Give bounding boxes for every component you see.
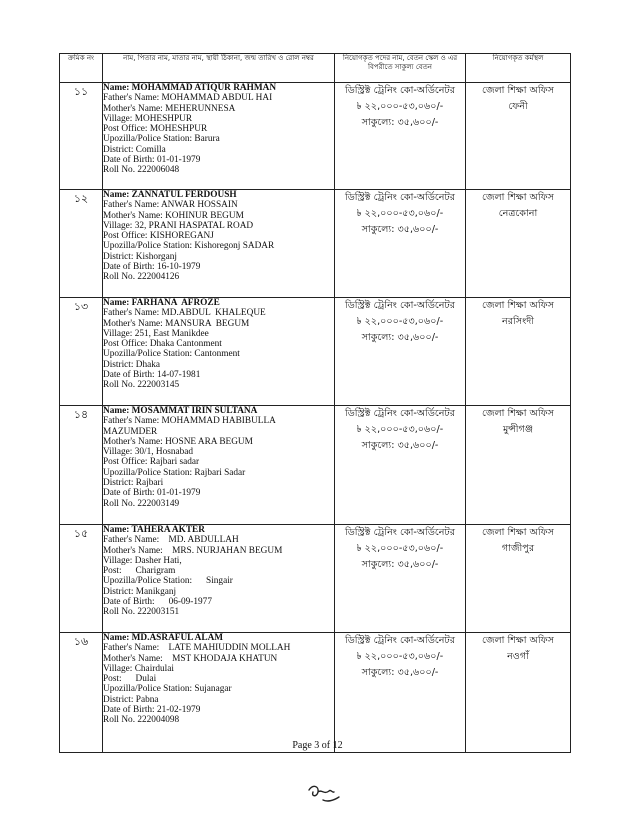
salary-scale: ৳ ২২,০০০-৫৩,০৬০/-	[356, 543, 444, 554]
detail-line: District: Manikganj	[103, 586, 177, 597]
office-name: জেলা শিক্ষা অফিস	[482, 192, 554, 203]
posting-office	[466, 298, 571, 406]
post-and-salary	[335, 83, 466, 190]
appointment-table	[59, 53, 571, 753]
salary-scale: ৳ ২২,০০০-৫৩,০৬০/-	[356, 208, 444, 219]
office-district: নেত্রকোনা	[498, 208, 538, 219]
table-row	[60, 406, 571, 525]
detail-line: MAZUMDER	[103, 426, 158, 437]
office-district: নওগাঁ	[507, 651, 529, 662]
candidate-name: Name: MD.ASRAFUL ALAM	[103, 633, 224, 643]
candidate-name: Name: MOHAMMAD ATIQUR RAHMAN	[103, 83, 277, 93]
serial-number: ১৪	[60, 406, 103, 525]
total-salary: সাকুল্যে: ৩৫,৬০০/-	[361, 667, 439, 678]
post-and-salary	[335, 525, 466, 633]
total-salary: সাকুল্যে: ৩৫,৬০০/-	[361, 332, 439, 343]
detail-line: District: Dhaka	[103, 359, 161, 370]
detail-line: Village: 32, PRANI HASPATAL ROAD	[103, 220, 254, 231]
detail-line: Village: Chairdulai	[103, 663, 174, 674]
detail-line: Father's Name: ANWAR HOSSAIN	[103, 200, 238, 211]
detail-line: Father's Name: MOHAMMAD ABDUL HAI	[103, 93, 273, 104]
post-and-salary	[335, 633, 466, 753]
candidate-details	[103, 406, 335, 525]
office-name: জেলা শিক্ষা অফিস	[482, 85, 554, 96]
table-row	[60, 298, 571, 406]
detail-line: Father's Name: MD.ABDUL KHALEQUE	[103, 308, 266, 319]
header-post: নিয়োগকৃত পদের নাম, বেতন স্কেল ও এর বিপরীতে সাকুল্য বেতন	[335, 54, 466, 83]
post-title: ডিস্ট্রিক্ট ট্রেনিং কো-অর্ডিনেটর	[344, 85, 456, 96]
total-salary: সাকুল্যে: ৩৫,৬০০/-	[361, 440, 439, 451]
detail-line: Father's Name: LATE MAHIUDDIN MOLLAH	[103, 643, 291, 654]
detail-line: District: Pabna	[103, 694, 159, 705]
office-district: মুন্সীগঞ্জ	[502, 424, 534, 435]
header-serial: ক্রমিক নং	[60, 54, 103, 83]
posting-office	[466, 633, 571, 753]
detail-line: Roll No. 222006048	[103, 165, 180, 176]
office-district: ফেনী	[508, 101, 528, 112]
office-name: জেলা শিক্ষা অফিস	[482, 408, 554, 419]
detail-line: Upozilla/Police Station: Sujanagar	[103, 684, 232, 695]
posting-office	[466, 83, 571, 190]
detail-line: Upozilla/Police Station: Barura	[103, 134, 220, 145]
detail-line: Upozilla/Police Station: Kishoregonj SADAR	[103, 241, 275, 252]
detail-line: Mother's Name: MST KHODAJA KHATUN	[103, 653, 278, 664]
detail-line: Date of Birth: 14-07-1981	[103, 370, 201, 381]
serial-number: ১৫	[60, 525, 103, 633]
detail-line: Village: 30/1, Hosnabad	[103, 447, 194, 458]
candidate-name: Name: MOSAMMAT IRIN SULTANA	[103, 406, 258, 416]
detail-line: Roll No. 222004098	[103, 715, 180, 726]
detail-line: Village: 251, East Manikdee	[103, 328, 209, 339]
detail-line: Mother's Name: MANSURA BEGUM	[103, 318, 250, 329]
office-name: জেলা শিক্ষা অফিস	[482, 300, 554, 311]
detail-line: Father's Name: MD. ABDULLAH	[103, 535, 239, 546]
header-details: নাম, পিতার নাম, মাতার নাম, স্থায়ী ঠিকানা, জন্ম তারিখ ও রোল নম্বর	[103, 54, 335, 83]
total-salary: সাকুল্যে: ৩৫,৬০০/-	[361, 224, 439, 235]
table-row	[60, 525, 571, 633]
table-row	[60, 190, 571, 298]
detail-line: District: Rajbari	[103, 478, 164, 489]
office-name: জেলা শিক্ষা অফিস	[482, 635, 554, 646]
detail-line: Mother's Name: MRS. NURJAHAN BEGUM	[103, 545, 283, 556]
detail-line: Mother's Name: KOHINUR BEGUM	[103, 210, 244, 221]
office-district: নরসিংদী	[501, 316, 534, 327]
candidate-details	[103, 525, 335, 633]
detail-line: Post Office: Rajbari sadar	[103, 457, 200, 468]
posting-office	[466, 406, 571, 525]
serial-number: ১৬	[60, 633, 103, 753]
page-number: Page 3 of 12	[292, 740, 343, 751]
detail-line: Post: Charigram	[103, 566, 176, 577]
serial-number: ১২	[60, 190, 103, 298]
detail-line: Roll No. 222003149	[103, 498, 180, 509]
candidate-details	[103, 83, 335, 190]
table-row	[60, 633, 571, 753]
salary-scale: ৳ ২২,০০০-৫৩,০৬০/-	[356, 316, 444, 327]
posting-office	[466, 190, 571, 298]
detail-line: Date of Birth: 01-01-1979	[103, 155, 201, 166]
post-and-salary	[335, 298, 466, 406]
candidate-name: Name: FARHANA AFROZE	[103, 298, 220, 308]
detail-line: Mother's Name: HOSNE ARA BEGUM	[103, 436, 253, 447]
office-district: গাজীপুর	[501, 543, 535, 554]
detail-line: Date of Birth: 06-09-1977	[103, 597, 212, 608]
detail-line: Mother's Name: MEHERUNNESA	[103, 103, 236, 114]
office-name: জেলা শিক্ষা অফিস	[482, 527, 554, 538]
candidate-details	[103, 190, 335, 298]
total-salary: সাকুল্যে: ৩৫,৬০০/-	[361, 559, 439, 570]
serial-number: ১৩	[60, 298, 103, 406]
detail-line: District: Comilla	[103, 144, 166, 155]
detail-line: Date of Birth: 21-02-1979	[103, 705, 201, 716]
detail-line: Upozilla/Police Station: Cantonment	[103, 349, 240, 360]
detail-line: Roll No. 222004126	[103, 272, 180, 283]
detail-line: Date of Birth: 01-01-1979	[103, 488, 201, 499]
detail-line: Father's Name: MOHAMMAD HABIBULLA	[103, 416, 276, 427]
candidate-details	[103, 633, 335, 753]
detail-line: Village: Dasher Hati,	[103, 555, 182, 566]
detail-line: Upozilla/Police Station: Singair	[103, 576, 233, 587]
posting-office	[466, 525, 571, 633]
post-title: ডিস্ট্রিক্ট ট্রেনিং কো-অর্ডিনেটর	[344, 408, 456, 419]
post-title: ডিস্ট্রিক্ট ট্রেনিং কো-অর্ডিনেটর	[344, 635, 456, 646]
detail-line: Village: MOHESHPUR	[103, 113, 193, 124]
post-title: ডিস্ট্রিক্ট ট্রেনিং কো-অর্ডিনেটর	[344, 300, 456, 311]
table-body	[60, 83, 571, 753]
post-and-salary	[335, 406, 466, 525]
detail-line: Post Office: KISHOREGANJ	[103, 231, 214, 242]
candidate-name: Name: ZANNATUL FERDOUSH	[103, 190, 237, 200]
detail-line: Roll No. 222003145	[103, 380, 180, 391]
candidate-name: Name: TAHERA AKTER	[103, 525, 205, 535]
detail-line: Date of Birth: 16-10-1979	[103, 262, 201, 273]
table-row	[60, 83, 571, 190]
serial-number: ১১	[60, 83, 103, 190]
detail-line: Post Office: MOHESHPUR	[103, 124, 208, 135]
detail-line: Post: Dulai	[103, 674, 157, 685]
salary-scale: ৳ ২২,০০০-৫৩,০৬০/-	[356, 651, 444, 662]
total-salary: সাকুল্যে: ৩৫,৬০০/-	[361, 117, 439, 128]
detail-line: Post Office: Dhaka Cantonment	[103, 339, 222, 350]
salary-scale: ৳ ২২,০০০-৫৩,০৬০/-	[356, 424, 444, 435]
table-header-row	[60, 54, 571, 83]
detail-line: Roll No. 222003151	[103, 607, 180, 618]
signature-mark	[307, 780, 343, 804]
salary-scale: ৳ ২২,০০০-৫৩,০৬০/-	[356, 101, 444, 112]
post-title: ডিস্ট্রিক্ট ট্রেনিং কো-অর্ডিনেটর	[344, 527, 456, 538]
detail-line: Upozilla/Police Station: Rajbari Sadar	[103, 467, 246, 478]
header-office: নিয়োগকৃত কর্মস্থল	[466, 54, 571, 83]
post-title: ডিস্ট্রিক্ট ট্রেনিং কো-অর্ডিনেটর	[344, 192, 456, 203]
candidate-details	[103, 298, 335, 406]
post-and-salary	[335, 190, 466, 298]
detail-line: District: Kishorganj	[103, 251, 177, 262]
